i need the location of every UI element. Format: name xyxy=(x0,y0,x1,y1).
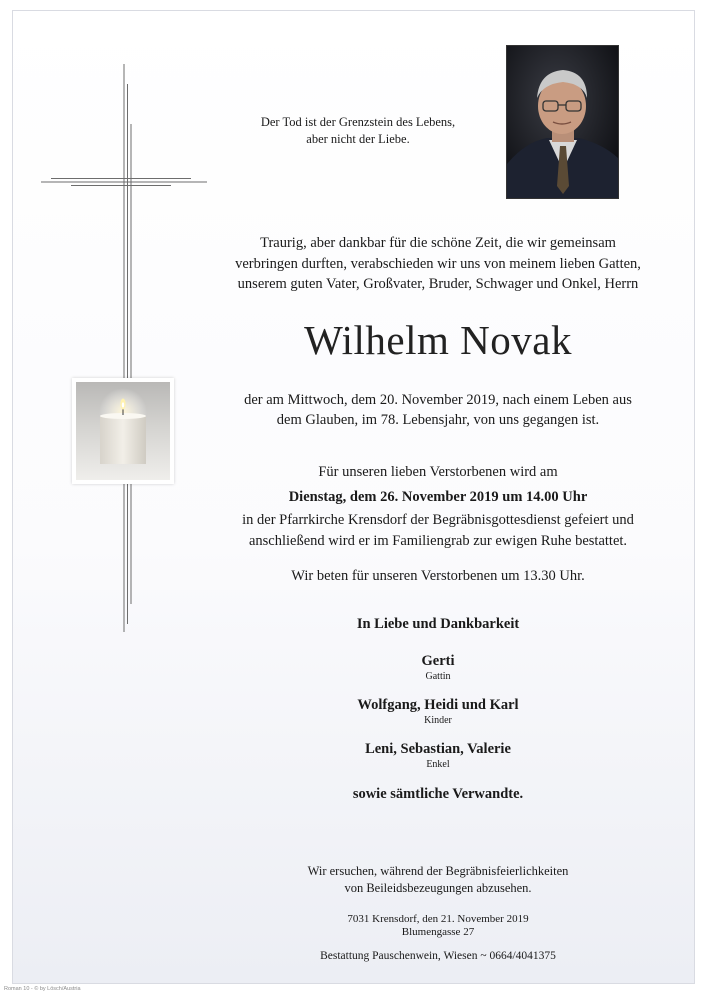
cross-icon xyxy=(41,64,211,634)
undertaker-info: Bestattung Pauschenwein, Wiesen ~ 0664/4041375 xyxy=(320,950,556,962)
death-notice-line: der am Mittwoch, dem 20. November 2019, nach einem Leben aus xyxy=(244,392,632,408)
funeral-details xyxy=(213,462,663,552)
mourners xyxy=(273,614,603,804)
quote xyxy=(228,114,488,147)
intro-line: Traurig, aber dankbar für die schöne Zeit, die wir gemeinsam xyxy=(260,235,616,251)
death-notice xyxy=(213,390,663,430)
template-footer: Roman 10 - © by Lösch/Austria xyxy=(4,986,81,992)
funeral-intro: Für unseren lieben Verstorbenen wird am xyxy=(318,464,558,480)
quote-line: Der Tod ist der Grenzstein des Lebens, xyxy=(260,115,456,129)
intro-text xyxy=(213,233,663,295)
address-line: 7031 Krensdorf, den 21. November 2019 xyxy=(347,913,529,925)
funeral-place-line: anschließend wird er im Familiengrab zur ewigen Ruhe bestattet. xyxy=(248,533,628,549)
mourners-heading: In Liebe und Dankbarkeit xyxy=(356,616,520,632)
intro-line: verbringen durften, verabschieden wir uns von meinem lieben Gatten, xyxy=(235,255,641,272)
funeral-date: Dienstag, dem 26. November 2019 um 14.00 Uhr xyxy=(288,489,588,505)
prayer-time: Wir beten für unseren Verstorbenen um 13.30 Uhr. xyxy=(291,568,585,584)
address xyxy=(273,913,603,939)
funeral-place-line: in der Pfarrkirche Krensdorf der Begräbnisgottesdienst gefeiert und xyxy=(242,512,634,528)
intro-line: unserem guten Vater, Großvater, Bruder, Schwager und Onkel, Herrn xyxy=(237,276,639,292)
mourner-names: Leni, Sebastian, Valerie xyxy=(365,741,511,757)
address-line: Blumengasse 27 xyxy=(401,926,475,938)
obituary-card xyxy=(12,10,695,984)
quote-line: aber nicht der Liebe. xyxy=(306,131,410,146)
request-line: Wir ersuchen, während der Begräbnisfeierlichkeiten xyxy=(307,864,569,878)
condolence-request xyxy=(253,863,623,897)
deceased-name: Wilhelm Novak xyxy=(304,317,572,363)
portrait-photo xyxy=(506,45,619,199)
mourner-relation: Enkel xyxy=(426,759,450,770)
death-notice-line: dem Glauben, im 78. Lebensjahr, von uns gegangen ist. xyxy=(276,412,600,428)
mourner-relation: Kinder xyxy=(424,715,452,726)
mourner-relation: Gattin xyxy=(425,671,451,682)
request-line: von Beileidsbezeugungen abzusehen. xyxy=(344,881,532,895)
mourner-names: Wolfgang, Heidi und Karl xyxy=(357,697,519,713)
relatives-line: sowie sämtliche Verwandte. xyxy=(352,786,524,802)
candle-image xyxy=(72,378,174,484)
mourner-names: Gerti xyxy=(421,653,455,669)
